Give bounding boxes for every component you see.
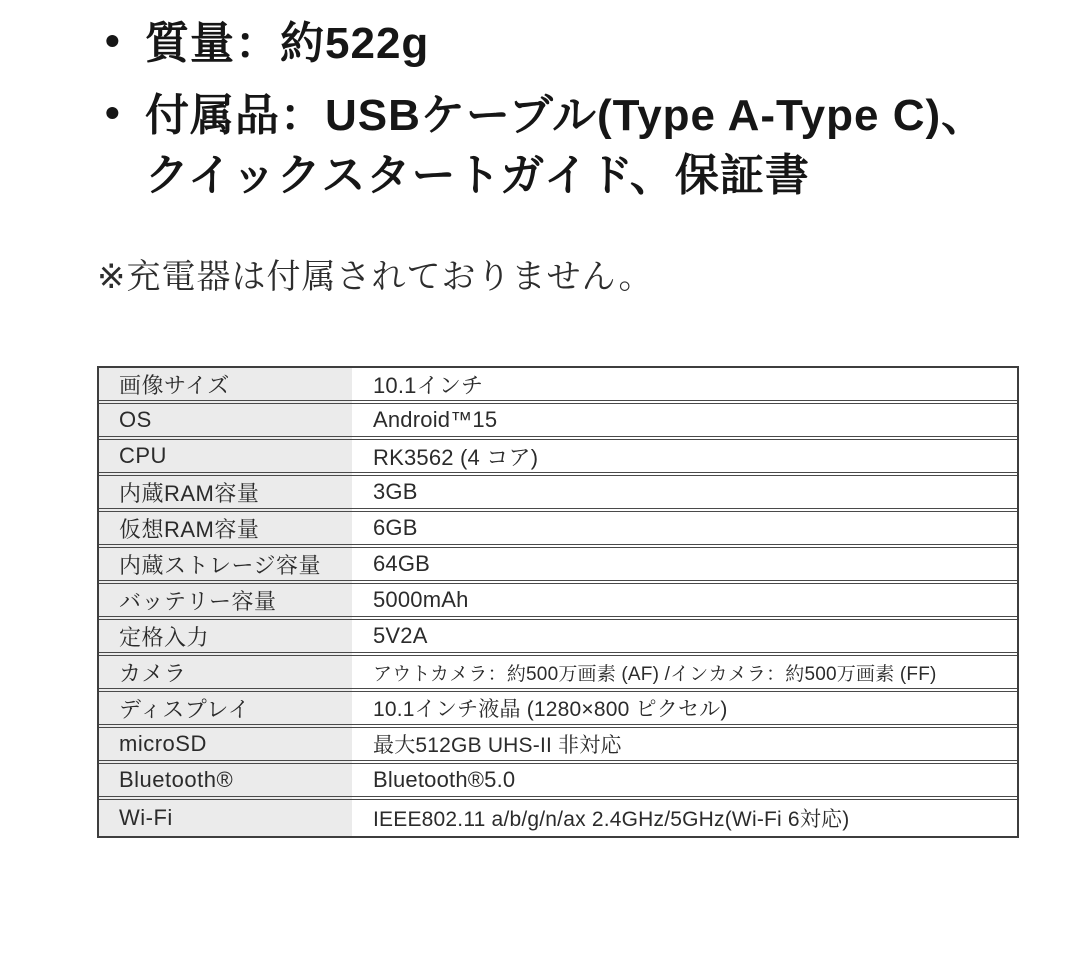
- table-row: [99, 404, 1017, 440]
- spec-label: 内蔵ストレージ容量: [99, 548, 352, 584]
- spec-value: 6GB: [352, 512, 1017, 548]
- table-row: [99, 728, 1017, 764]
- spec-label: 仮想RAM容量: [99, 512, 352, 548]
- spec-label: OS: [99, 404, 352, 440]
- spec-label: 定格入力: [99, 620, 352, 656]
- table-row: [99, 764, 1017, 800]
- spec-value: Android™15: [352, 404, 1017, 440]
- spec-label: ディスプレイ: [99, 692, 352, 728]
- spec-value: 10.1インチ液晶 (1280×800 ピクセル): [352, 692, 1017, 728]
- table-row: [99, 656, 1017, 692]
- table-row: [99, 440, 1017, 476]
- spec-label: Wi-Fi: [99, 800, 352, 836]
- spec-value: RK3562 (4 コア): [352, 440, 1017, 476]
- bullet-icon: •: [105, 88, 121, 136]
- spec-value: IEEE802.11 a/b/g/n/ax 2.4GHz/5GHz(Wi-Fi 6対応): [373, 808, 850, 832]
- table-row: [99, 620, 1017, 656]
- spec-value: Bluetooth®5.0: [352, 764, 1017, 800]
- spec-value: アウトカメラ：約500万画素 (AF) /インカメラ：約500万画素 (FF): [352, 656, 1017, 692]
- bullet-item-weight: [97, 14, 997, 74]
- bullet-item-accessories: [97, 86, 997, 206]
- table-row: [99, 548, 1017, 584]
- feature-bullet-list: [97, 14, 997, 205]
- spec-table: [97, 366, 1019, 838]
- table-row: [99, 800, 1017, 836]
- charger-disclaimer-note: ※充電器は付属されておりません。: [97, 258, 654, 297]
- spec-label: microSD: [99, 728, 352, 764]
- bullet-icon: •: [105, 17, 121, 64]
- table-row: [99, 512, 1017, 548]
- spec-label: Bluetooth®: [99, 764, 352, 800]
- table-row: [99, 692, 1017, 728]
- spec-value: 5000mAh: [352, 584, 1017, 620]
- spec-label: 画像サイズ: [99, 368, 352, 404]
- spec-value: 10.1インチ: [352, 368, 1017, 404]
- spec-label: カメラ: [99, 656, 352, 692]
- spec-value: 3GB: [352, 476, 1017, 512]
- table-row: [99, 476, 1017, 512]
- spec-label: CPU: [99, 440, 352, 476]
- table-row: [99, 584, 1017, 620]
- table-row: [99, 368, 1017, 404]
- spec-value: 5V2A: [352, 620, 1017, 656]
- bullet-text-accessories: 付属品：USBケーブル(Type A-Type C)、クイックスタートガイド、保証書: [145, 90, 987, 200]
- spec-label: バッテリー容量: [99, 584, 352, 620]
- spec-value: 最大512GB UHS-II 非対応: [352, 728, 1017, 764]
- bullet-text-weight: 質量：約522g: [145, 19, 430, 68]
- spec-value: 64GB: [352, 548, 1017, 584]
- spec-label: 内蔵RAM容量: [99, 476, 352, 512]
